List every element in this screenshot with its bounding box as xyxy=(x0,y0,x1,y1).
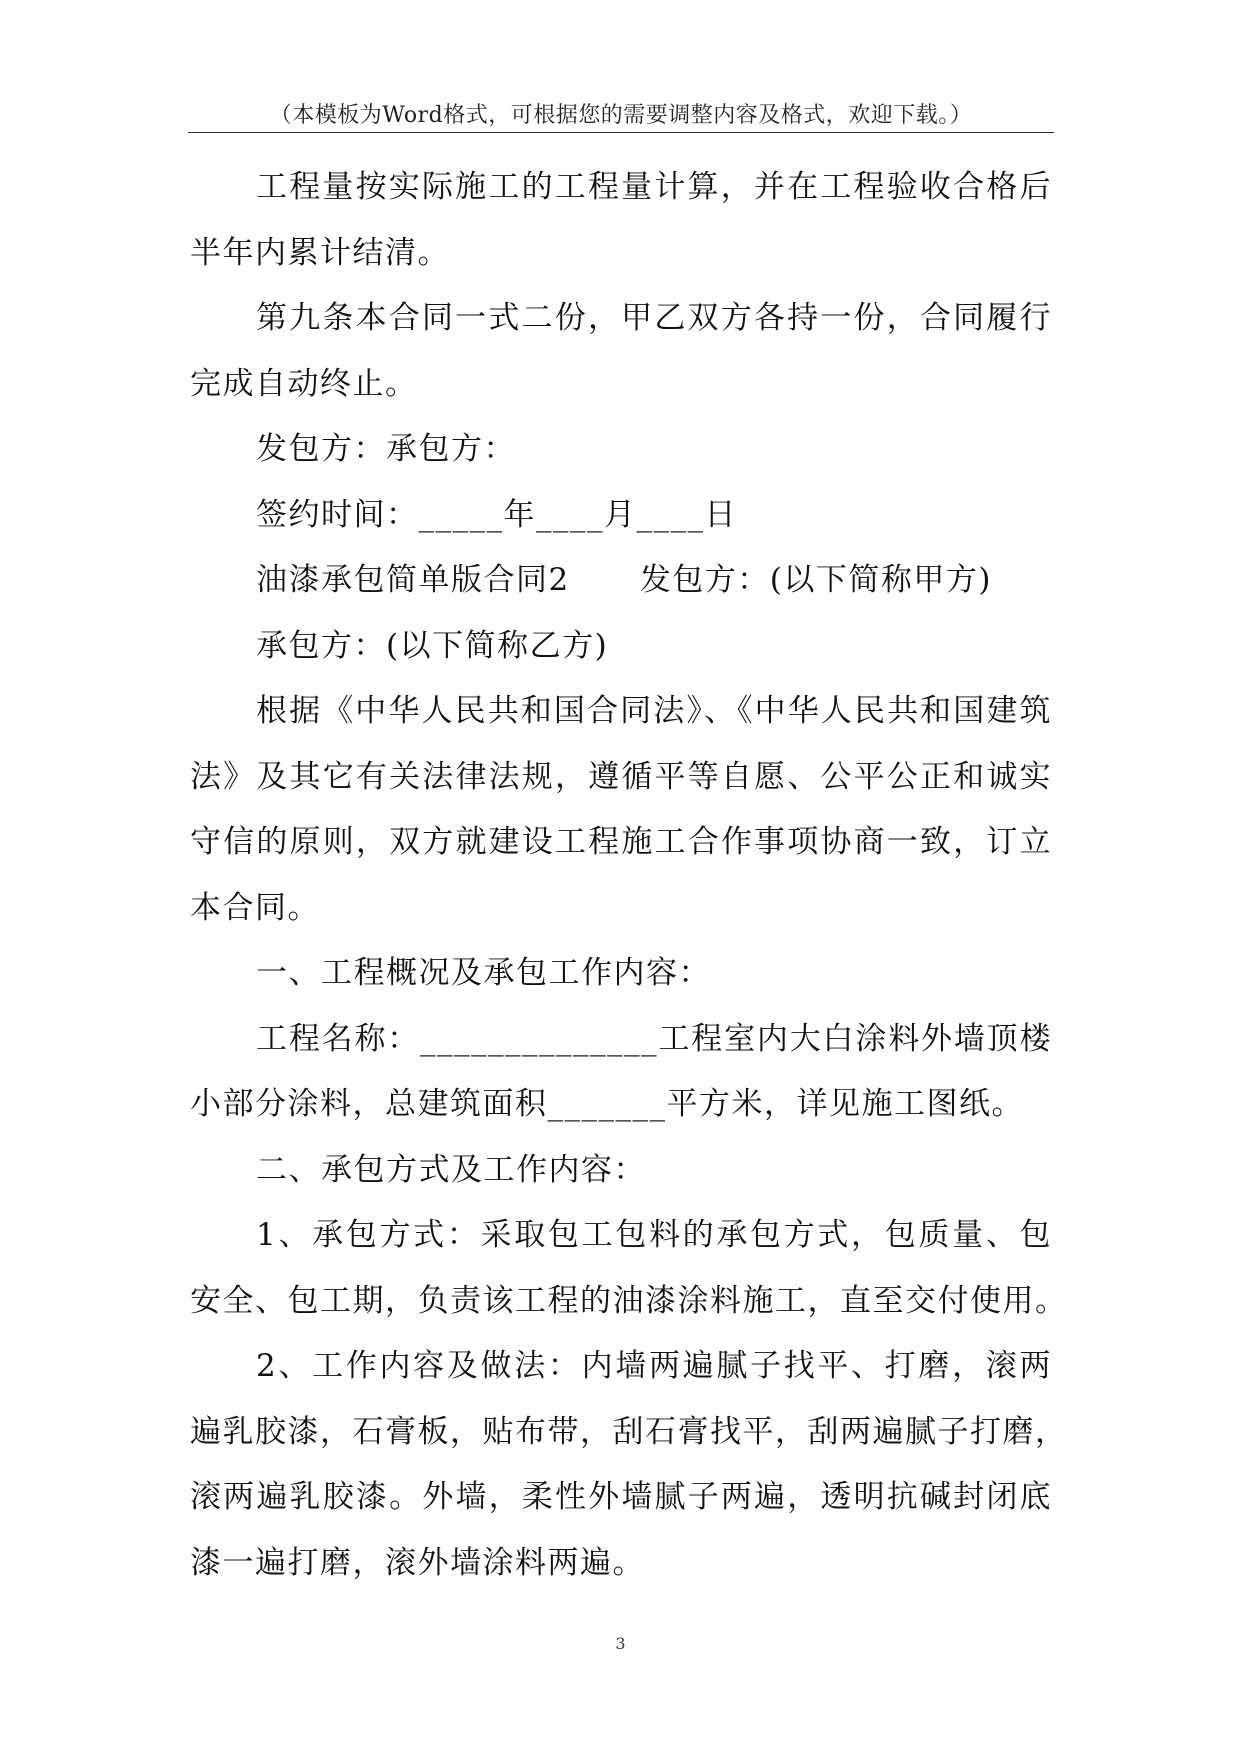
template-note: （本模板为Word格式，可根据您的需要调整内容及格式，欢迎下载。） xyxy=(269,103,973,128)
contract-title: 油漆承包简单版合同2 xyxy=(256,562,570,598)
party-a-label: 发包方：(以下简称甲方) xyxy=(639,562,992,598)
signing-date-line: 签约时间：_____年____月____日 xyxy=(256,496,737,533)
paragraph-line: 漆一遍打磨，滚外墙涂料两遍。 xyxy=(190,1544,645,1581)
paragraph-line: 工程量按实际施工的工程量计算，并在工程验收合格后 xyxy=(256,169,1052,205)
paragraph-line: 第九条本合同一式二份，甲乙双方各持一份，合同履行 xyxy=(256,300,1052,336)
signature-parties-line: 发包方：承包方： xyxy=(256,431,516,467)
paragraph-line: 遍乳胶漆，石膏板，贴布带，刮石膏找平，刮两遍腻子打磨， xyxy=(190,1413,1068,1450)
section-heading: 一、工程概况及承包工作内容： xyxy=(256,955,711,991)
paragraph-line: 1、承包方式：采取包工包料的承包方式，包质量、包 xyxy=(256,1217,1052,1253)
paragraph-line: 安全、包工期，负责该工程的油漆涂料施工，直至交付使用。 xyxy=(190,1282,1068,1319)
paragraph-line: 工程名称：______________工程室内大白涂料外墙顶楼 xyxy=(256,1020,1052,1057)
paragraph-line: 小部分涂料，总建筑面积_______平方米，详见施工图纸。 xyxy=(190,1086,1024,1122)
paragraph-line: 2、工作内容及做法：内墙两遍腻子找平、打磨，滚两 xyxy=(256,1348,1052,1384)
document-body xyxy=(190,155,1068,1596)
paragraph-line: 根据《中华人民共和国合同法》、《中华人民共和国建筑 xyxy=(256,693,1052,729)
paragraph-line: 本合同。 xyxy=(190,889,320,926)
paragraph-line: 完成自动终止。 xyxy=(190,365,418,402)
paragraph-line: 法》及其它有关法律法规，遵循平等自愿、公平公正和诚实 xyxy=(190,758,1052,795)
section-heading: 二、承包方式及工作内容： xyxy=(256,1151,646,1188)
paragraph-line: 半年内累计结清。 xyxy=(190,234,450,271)
header-divider xyxy=(188,132,1054,133)
page-number: 3 xyxy=(615,1634,626,1653)
paragraph-line: 守信的原则，双方就建设工程施工合作事项协商一致，订立 xyxy=(190,824,1052,860)
paragraph-line: 滚两遍乳胶漆。外墙，柔性外墙腻子两遍，透明抗碱封闭底 xyxy=(190,1479,1052,1515)
contract-title-line xyxy=(190,548,1052,614)
party-b-label: 承包方：(以下简称乙方) xyxy=(256,627,609,664)
